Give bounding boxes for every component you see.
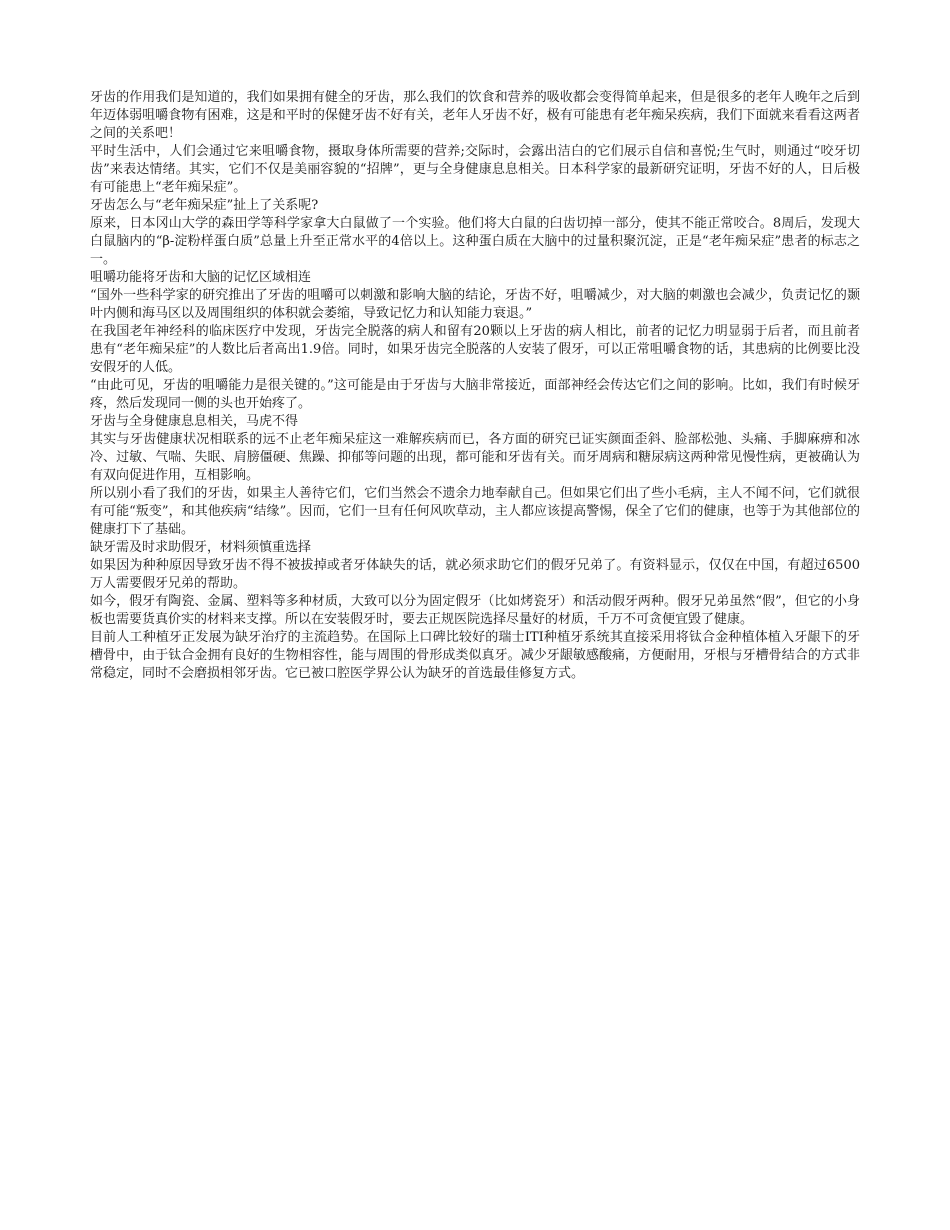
- paragraph-denture-materials: 如今，假牙有陶瓷、金属、塑料等多种材质，大致可以分为固定假牙（比如烤瓷牙）和活动假牙两种。假牙兄弟虽然“假”，但它的小身板也需要货真价实的材料来支撑。所以在安装假牙时，要去正规医院选择尽量好的材质，千万不可贪便宜毁了健康。: [90, 594, 860, 627]
- paragraph-foreign-research: “国外一些科学家的研究推出了牙齿的咀嚼可以刺激和影响大脑的结论，牙齿不好，咀嚼减少，对大脑的刺激也会减少，负责记忆的颞叶内侧和海马区以及周围组织的体积就会萎缩，导致记忆力和认知能力衰退。”: [90, 288, 860, 321]
- paragraph-daily-life: 平时生活中，人们会通过它来咀嚼食物，摄取身体所需要的营养;交际时，会露出洁白的它们展示自信和喜悦;生气时，则通过“咬牙切齿”来表达情绪。其实，它们不仅是美丽容貌的“招牌”，更与全身健康息息相关。日本科学家的最新研究证明，牙齿不好的人，日后极有可能患上“老年痴呆症”。: [90, 144, 860, 195]
- paragraph-care: 所以别小看了我们的牙齿，如果主人善待它们，它们当然会不遗余力地奉献自己。但如果它们出了些小毛病，主人不闻不问，它们就很有可能“叛变”，和其他疾病“结缘”。因而，它们一旦有任何风吹草动，主人都应该提高警惕，保全了它们的健康，也等于为其他部位的健康打下了基础。: [90, 486, 860, 537]
- paragraph-intro: 牙齿的作用我们是知道的，我们如果拥有健全的牙齿，那么我们的饮食和营养的吸收都会变得简单起来，但是很多的老年人晚年之后到年迈体弱咀嚼食物有困难，这是和平时的保健牙齿不好有关，老年人牙齿不好，极有可能患有老年痴呆疾病，我们下面就来看看这两者之间的关系吧！: [90, 90, 860, 141]
- paragraph-chewing-key: “由此可见，牙齿的咀嚼能力是很关键的。”这可能是由于牙齿与大脑非常接近，面部神经会传达它们之间的影响。比如，我们有时候牙疼，然后发现同一侧的头也开始疼了。: [90, 378, 860, 411]
- paragraph-implants: 目前人工种植牙正发展为缺牙治疗的主流趋势。在国际上口碑比较好的瑞士ITI种植牙系统其直接采用将钛合金种植体植入牙龈下的牙槽骨中，由于钛合金拥有良好的生物相容性，能与周围的骨形成类似真牙。减少牙龈敏感酸痛，方便耐用，牙根与牙槽骨结合的方式非常稳定，同时不会磨损相邻牙齿。它已被口腔医学界公认为缺牙的首选最佳修复方式。: [90, 630, 860, 681]
- paragraph-denture-need: 如果因为种种原因导致牙齿不得不被拔掉或者牙体缺失的话，就必须求助它们的假牙兄弟了。有资料显示，仅仅在中国，有超过6500万人需要假牙兄弟的帮助。: [90, 558, 860, 591]
- section-heading-dentures: 缺牙需及时求助假牙，材料须慎重选择: [90, 540, 312, 555]
- paragraph-experiment: 原来，日本冈山大学的森田学等科学家拿大白鼠做了一个实验。他们将大白鼠的臼齿切掉一部分，使其不能正常咬合。8周后，发现大白鼠脑内的“β-淀粉样蛋白质”总量上升至正常水平的4倍以上。这种蛋白质在大脑中的过量积聚沉淀，正是“老年痴呆症”患者的标志之一。: [90, 216, 860, 267]
- document-body: [90, 89, 860, 683]
- paragraph-clinical: 在我国老年神经科的临床医疗中发现，牙齿完全脱落的病人和留有20颗以上牙齿的病人相比，前者的记忆力明显弱于后者，而且前者患有“老年痴呆症”的人数比后者高出1.9倍。同时，如果牙齿完全脱落的人安装了假牙，可以正常咀嚼食物的话，其患病的比例要比没安假牙的人低。: [90, 324, 860, 375]
- section-heading-relation: 牙齿怎么与“老年痴呆症”扯上了关系呢?: [90, 198, 319, 213]
- paragraph-related-problems: 其实与牙齿健康状况相联系的远不止老年痴呆症这一难解疾病而已，各方面的研究已证实颜面歪斜、脸部松弛、头痛、手脚麻痹和冰冷、过敏、气喘、失眠、肩膀僵硬、焦躁、抑郁等问题的出现，都可能和牙齿有关。而牙周病和糖尿病这两种常见慢性病，更被确认为有双向促进作用，互相影响。: [90, 432, 860, 483]
- section-heading-memory: 咀嚼功能将牙齿和大脑的记忆区域相连: [90, 270, 312, 285]
- section-heading-health: 牙齿与全身健康息息相关，马虎不得: [90, 414, 299, 429]
